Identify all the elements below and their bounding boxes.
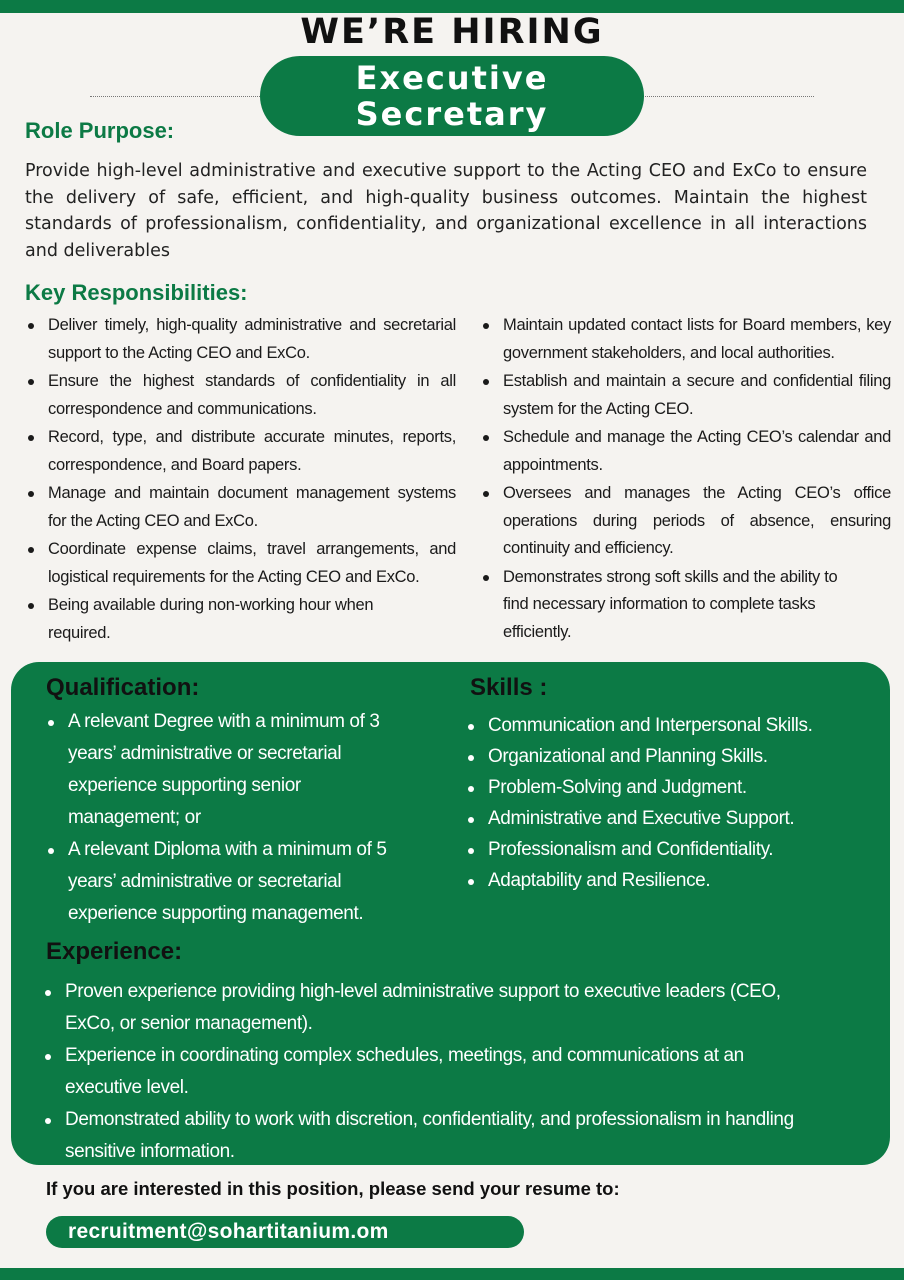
- list-item: Professionalism and Confidentiality.: [466, 834, 876, 865]
- role-purpose-text: Provide high-level administrative and executive support to the Acting CEO and ExCo to ensure the delivery of safe, efficient, and high-quality business outcomes. Maintain the highest standards of professionalism, confidentiality, and organizational excellence in all interactions and deliverables: [25, 161, 867, 261]
- qualification-heading: Qualification:: [46, 674, 200, 701]
- list-item: Organizational and Planning Skills.: [466, 741, 876, 772]
- skills-list: [466, 710, 876, 896]
- list-item: A relevant Diploma with a minimum of 5 years’ administrative or secretarial experience supporting management.: [46, 834, 411, 930]
- job-title-line-1: Executive: [355, 59, 549, 97]
- list-item: Administrative and Executive Support.: [466, 803, 876, 834]
- divider-right: [634, 96, 814, 97]
- list-item: Experience in coordinating complex schedules, meetings, and communications at an executive level.: [43, 1040, 803, 1104]
- list-item: Record, type, and distribute accurate minutes, reports, correspondence, and Board papers.: [26, 424, 456, 479]
- bottom-accent-bar: [0, 1268, 904, 1280]
- list-item: Oversees and manages the Acting CEO’s office operations during periods of absence, ensuring continuity and efficiency.: [481, 480, 891, 563]
- list-item: Demonstrated ability to work with discretion, confidentiality, and professionalism in handling sensitive information.: [43, 1104, 803, 1168]
- skills-heading: Skills :: [470, 674, 548, 701]
- list-item: Communication and Interpersonal Skills.: [466, 710, 876, 741]
- list-item: Ensure the highest standards of confidentiality in all correspondence and communications.: [26, 368, 456, 423]
- responsibilities-right-list: [481, 312, 891, 647]
- job-title-badge: [260, 56, 644, 136]
- list-item: Schedule and manage the Acting CEO’s calendar and appointments.: [481, 424, 891, 479]
- hiring-banner: WE’RE HIRING: [300, 12, 604, 52]
- experience-heading: Experience:: [46, 938, 183, 965]
- divider-left: [90, 96, 270, 97]
- apply-instructions: If you are interested in this position, please send your resume to:: [46, 1178, 620, 1199]
- responsibilities-left-list: [26, 312, 456, 648]
- responsibilities-heading: Key Responsibilities:: [25, 280, 248, 305]
- list-item: Coordinate expense claims, travel arrangements, and logistical requirements for the Acting CEO and ExCo.: [26, 536, 456, 591]
- qualification-list: [46, 706, 411, 930]
- list-item: Adaptability and Resilience.: [466, 865, 876, 896]
- job-title-line-2: Secretary: [355, 95, 549, 133]
- list-item: Proven experience providing high-level administrative support to executive leaders (CEO, ExCo, or senior management).: [43, 976, 803, 1040]
- list-item: A relevant Degree with a minimum of 3 years’ administrative or secretarial experience supporting senior management; or: [46, 706, 411, 834]
- role-purpose-heading: Role Purpose:: [25, 118, 175, 143]
- list-item: Problem-Solving and Judgment.: [466, 772, 876, 803]
- list-item: Demonstrates strong soft skills and the ability to find necessary information to complete tasks efficiently.: [481, 564, 891, 647]
- list-item: Deliver timely, high-quality administrative and secretarial support to the Acting CEO and ExCo.: [26, 312, 456, 367]
- experience-list: [43, 976, 803, 1168]
- list-item: Establish and maintain a secure and confidential filing system for the Acting CEO.: [481, 368, 891, 423]
- recruitment-email-link[interactable]: recruitment@sohartitanium.om: [46, 1216, 524, 1248]
- list-item: Manage and maintain document management systems for the Acting CEO and ExCo.: [26, 480, 456, 535]
- list-item: Being available during non-working hour when required.: [26, 592, 456, 647]
- list-item: Maintain updated contact lists for Board members, key government stakeholders, and local authorities.: [481, 312, 891, 367]
